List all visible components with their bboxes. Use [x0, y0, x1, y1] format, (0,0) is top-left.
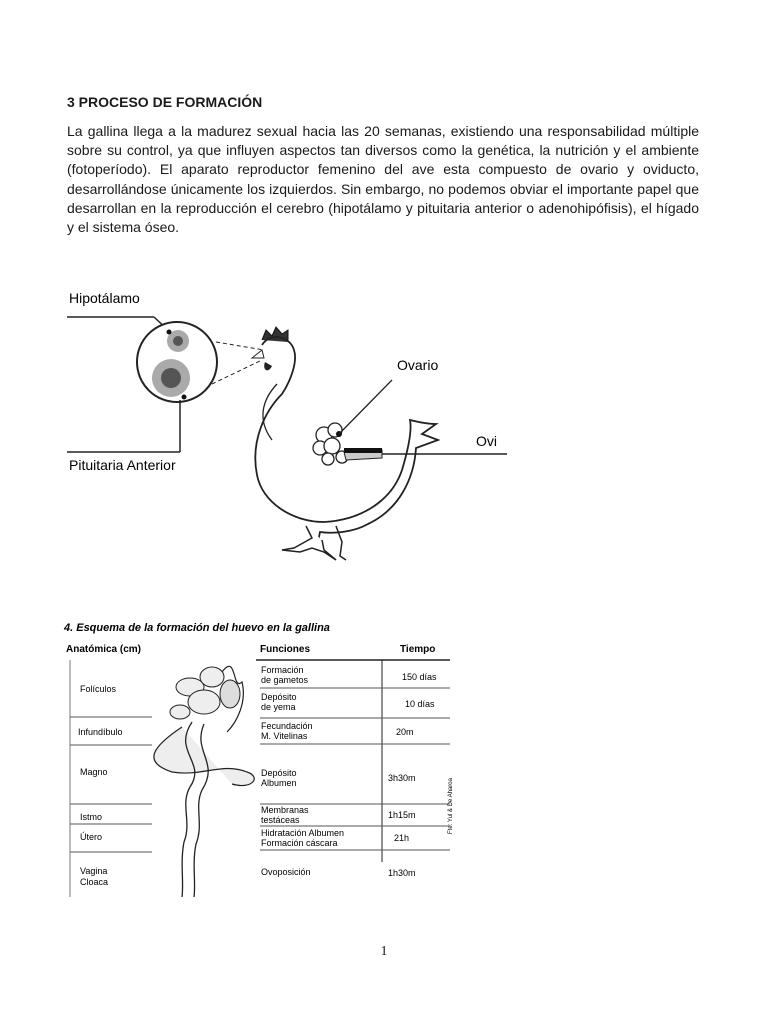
time-value: 1h15m	[388, 810, 416, 820]
function-label: testáceas	[261, 815, 300, 825]
anatomy-label: Infundíbulo	[78, 727, 123, 737]
col-time-header: Tiempo	[400, 644, 436, 655]
time-value: 150 días	[402, 672, 437, 682]
anatomy-label: Istmo	[80, 812, 103, 822]
function-label: de gametos	[261, 675, 309, 685]
col-anatomy-header: Anatómica (cm)	[66, 644, 142, 655]
function-label: Hidratación Albumen	[261, 828, 345, 838]
label-ovary: Ovario	[397, 357, 439, 373]
time-value: 1h30m	[388, 868, 416, 878]
function-label: Ovoposición	[261, 867, 311, 877]
function-label: M. Vitelinas	[261, 731, 308, 741]
time-column	[388, 672, 437, 878]
section-heading: 3 PROCESO DE FORMACIÓN	[67, 94, 263, 110]
anatomy-label: Folículos	[80, 684, 117, 694]
function-label: de yema	[261, 702, 296, 712]
function-label: Depósito	[261, 768, 297, 778]
col-functions-header: Funciones	[260, 644, 311, 655]
function-label: Fecundación	[261, 721, 313, 731]
label-oviduct: Ovi	[476, 433, 497, 449]
time-value: 20m	[396, 727, 414, 737]
label-pituitary: Pituitaria Anterior	[69, 457, 176, 473]
section-paragraph: La gallina llega a la madurez sexual hacia las 20 semanas, existiendo una responsabilidad múltiple sobre su control, ya que influyen aspectos tan diversos como la genética, la nutrición y el ambiente (fotoperíodo). El aparato reproductor femenino del ave esta compuesto de ovario y oviducto, desarrollándose únicamente los izquierdos. Sin embargo, no podemos obviar el importante papel que desarrollan en la reproducción el cerebro (hipotálamo y pituitaria anterior o adenohipófisis), el hígado y el sistema óseo.	[67, 123, 699, 236]
figure2-source-note: Fte: Yul & De Aharoa	[448, 778, 454, 834]
anatomy-label: Cloaca	[80, 877, 109, 887]
function-label: Membranas	[261, 805, 309, 815]
function-label: Formación	[261, 665, 304, 675]
time-value: 10 días	[405, 699, 435, 709]
function-label: Albumen	[261, 778, 297, 788]
label-hypothalamus: Hipotálamo	[69, 290, 140, 306]
hen-reproduction-diagram	[62, 270, 507, 570]
function-label: Depósito	[261, 692, 297, 702]
anatomy-label: Útero	[80, 832, 103, 842]
page-number: 1	[380, 944, 388, 959]
function-label: Formación cáscara	[261, 838, 338, 848]
anatomy-labels	[78, 684, 123, 887]
egg-formation-figure	[62, 612, 462, 902]
anatomy-label: Magno	[80, 767, 108, 777]
anatomy-label: Vagina	[80, 866, 108, 876]
oviduct-drawing	[154, 666, 254, 897]
figure2-title: 4. Esquema de la formación del huevo en la gallina	[64, 622, 330, 634]
time-value: 21h	[394, 833, 410, 843]
time-value: 3h30m	[388, 773, 416, 783]
functions-column	[261, 665, 344, 877]
